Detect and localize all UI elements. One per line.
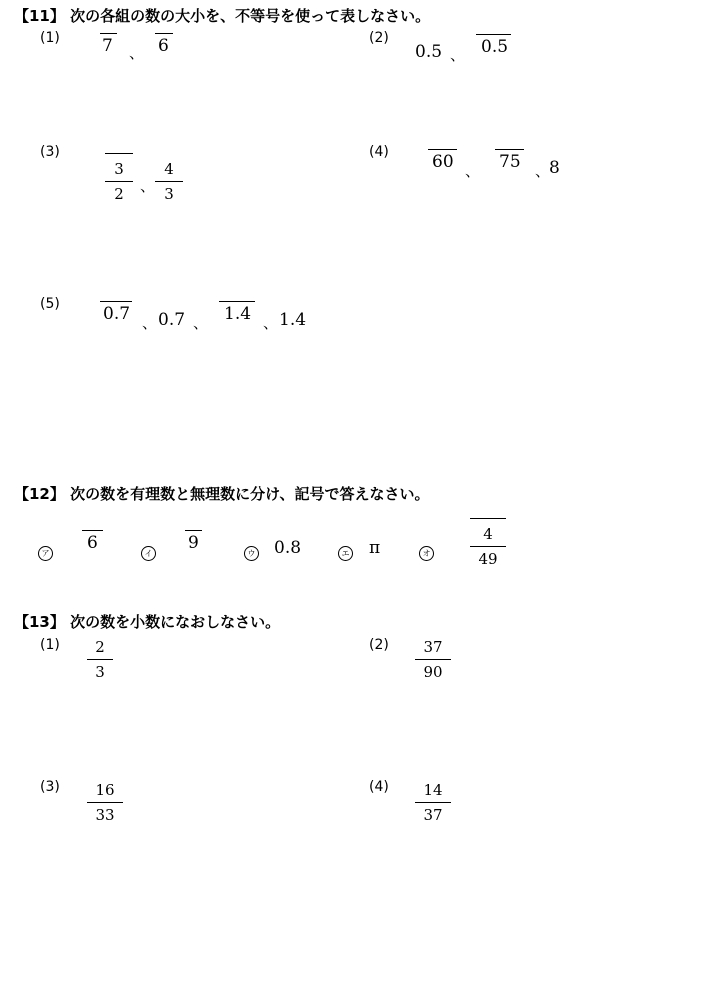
q11-p3-root-bar bbox=[105, 153, 133, 154]
circled-e-icon: エ bbox=[338, 546, 353, 561]
q11-p5-sqrt-07: 0.7 bbox=[100, 304, 132, 324]
q12-mark-a bbox=[38, 541, 53, 561]
q11-p4-separator-2: 、 bbox=[535, 162, 551, 180]
q11-p1-sqrt-6: 6 bbox=[155, 36, 173, 56]
q11-p4-sqrt-75: 75 bbox=[495, 152, 524, 172]
circled-i-icon: イ bbox=[141, 546, 156, 561]
q13-p4-number: (4) bbox=[369, 779, 389, 795]
q11-p2-value-a: 0.5 bbox=[415, 42, 443, 62]
q13-p3-fraction: 16 33 bbox=[87, 783, 123, 823]
q12-fraction-4-49: 4 49 bbox=[470, 527, 506, 567]
q12-value-08: 0.8 bbox=[274, 538, 302, 558]
q11-p4-separator-1: 、 bbox=[465, 162, 481, 180]
q11-p4-value-8: 8 bbox=[549, 158, 560, 178]
q12-mark-e bbox=[338, 541, 353, 561]
q13-p3-number: (3) bbox=[40, 779, 60, 795]
q11-p5-number: (5) bbox=[40, 296, 60, 312]
q11-p5-value-07: 0.7 bbox=[158, 310, 186, 330]
q13-p4-fraction: 14 37 bbox=[415, 783, 451, 823]
q13-p2-fraction: 37 90 bbox=[415, 640, 451, 680]
q11-p3-fraction-b: 4 3 bbox=[155, 162, 183, 202]
circled-o-icon: オ bbox=[419, 546, 434, 561]
q13-title: 【13】 次の数を小数になおしなさい。 bbox=[14, 613, 281, 631]
q11-p5-separator-3: 、 bbox=[263, 314, 279, 332]
q11-p1-separator: 、 bbox=[129, 44, 145, 62]
circled-a-icon: ア bbox=[38, 546, 53, 561]
q11-p4-sqrt-60: 60 bbox=[428, 152, 457, 172]
q11-p1-sqrt-7: 7 bbox=[100, 36, 117, 56]
q11-p5-separator-1: 、 bbox=[142, 314, 158, 332]
q11-p2-sqrt-05: 0.5 bbox=[476, 37, 511, 57]
q11-p5-sqrt-14: 1.4 bbox=[219, 304, 255, 324]
q12-mark-i bbox=[141, 541, 156, 561]
q12-title: 【12】 次の数を有理数と無理数に分け、記号で答えなさい。 bbox=[14, 485, 430, 503]
q12-root-bar bbox=[470, 518, 506, 519]
q11-p5-value-14: 1.4 bbox=[279, 310, 307, 330]
q12-mark-o bbox=[419, 541, 434, 561]
q11-p1-number: (1) bbox=[40, 30, 60, 46]
q11-p2-separator: 、 bbox=[450, 46, 466, 64]
q11-p2-number: (2) bbox=[369, 30, 389, 46]
q11-p3-separator: 、 bbox=[140, 177, 156, 195]
q11-p3-fraction-a: 3 2 bbox=[105, 162, 133, 202]
q11-p3-number: (3) bbox=[40, 144, 60, 160]
q11-p5-separator-2: 、 bbox=[193, 314, 209, 332]
q13-p1-fraction: 2 3 bbox=[87, 640, 113, 680]
q12-mark-u bbox=[244, 541, 259, 561]
q11-title: 【11】 次の各組の数の大小を、不等号を使って表しなさい。 bbox=[14, 7, 431, 25]
q12-sqrt-6: 6 bbox=[82, 533, 103, 553]
q12-value-pi: π bbox=[369, 538, 381, 558]
q11-p4-number: (4) bbox=[369, 144, 389, 160]
q13-p1-number: (1) bbox=[40, 637, 60, 653]
q12-sqrt-9: 9 bbox=[185, 533, 202, 553]
q13-p2-number: (2) bbox=[369, 637, 389, 653]
circled-u-icon: ウ bbox=[244, 546, 259, 561]
